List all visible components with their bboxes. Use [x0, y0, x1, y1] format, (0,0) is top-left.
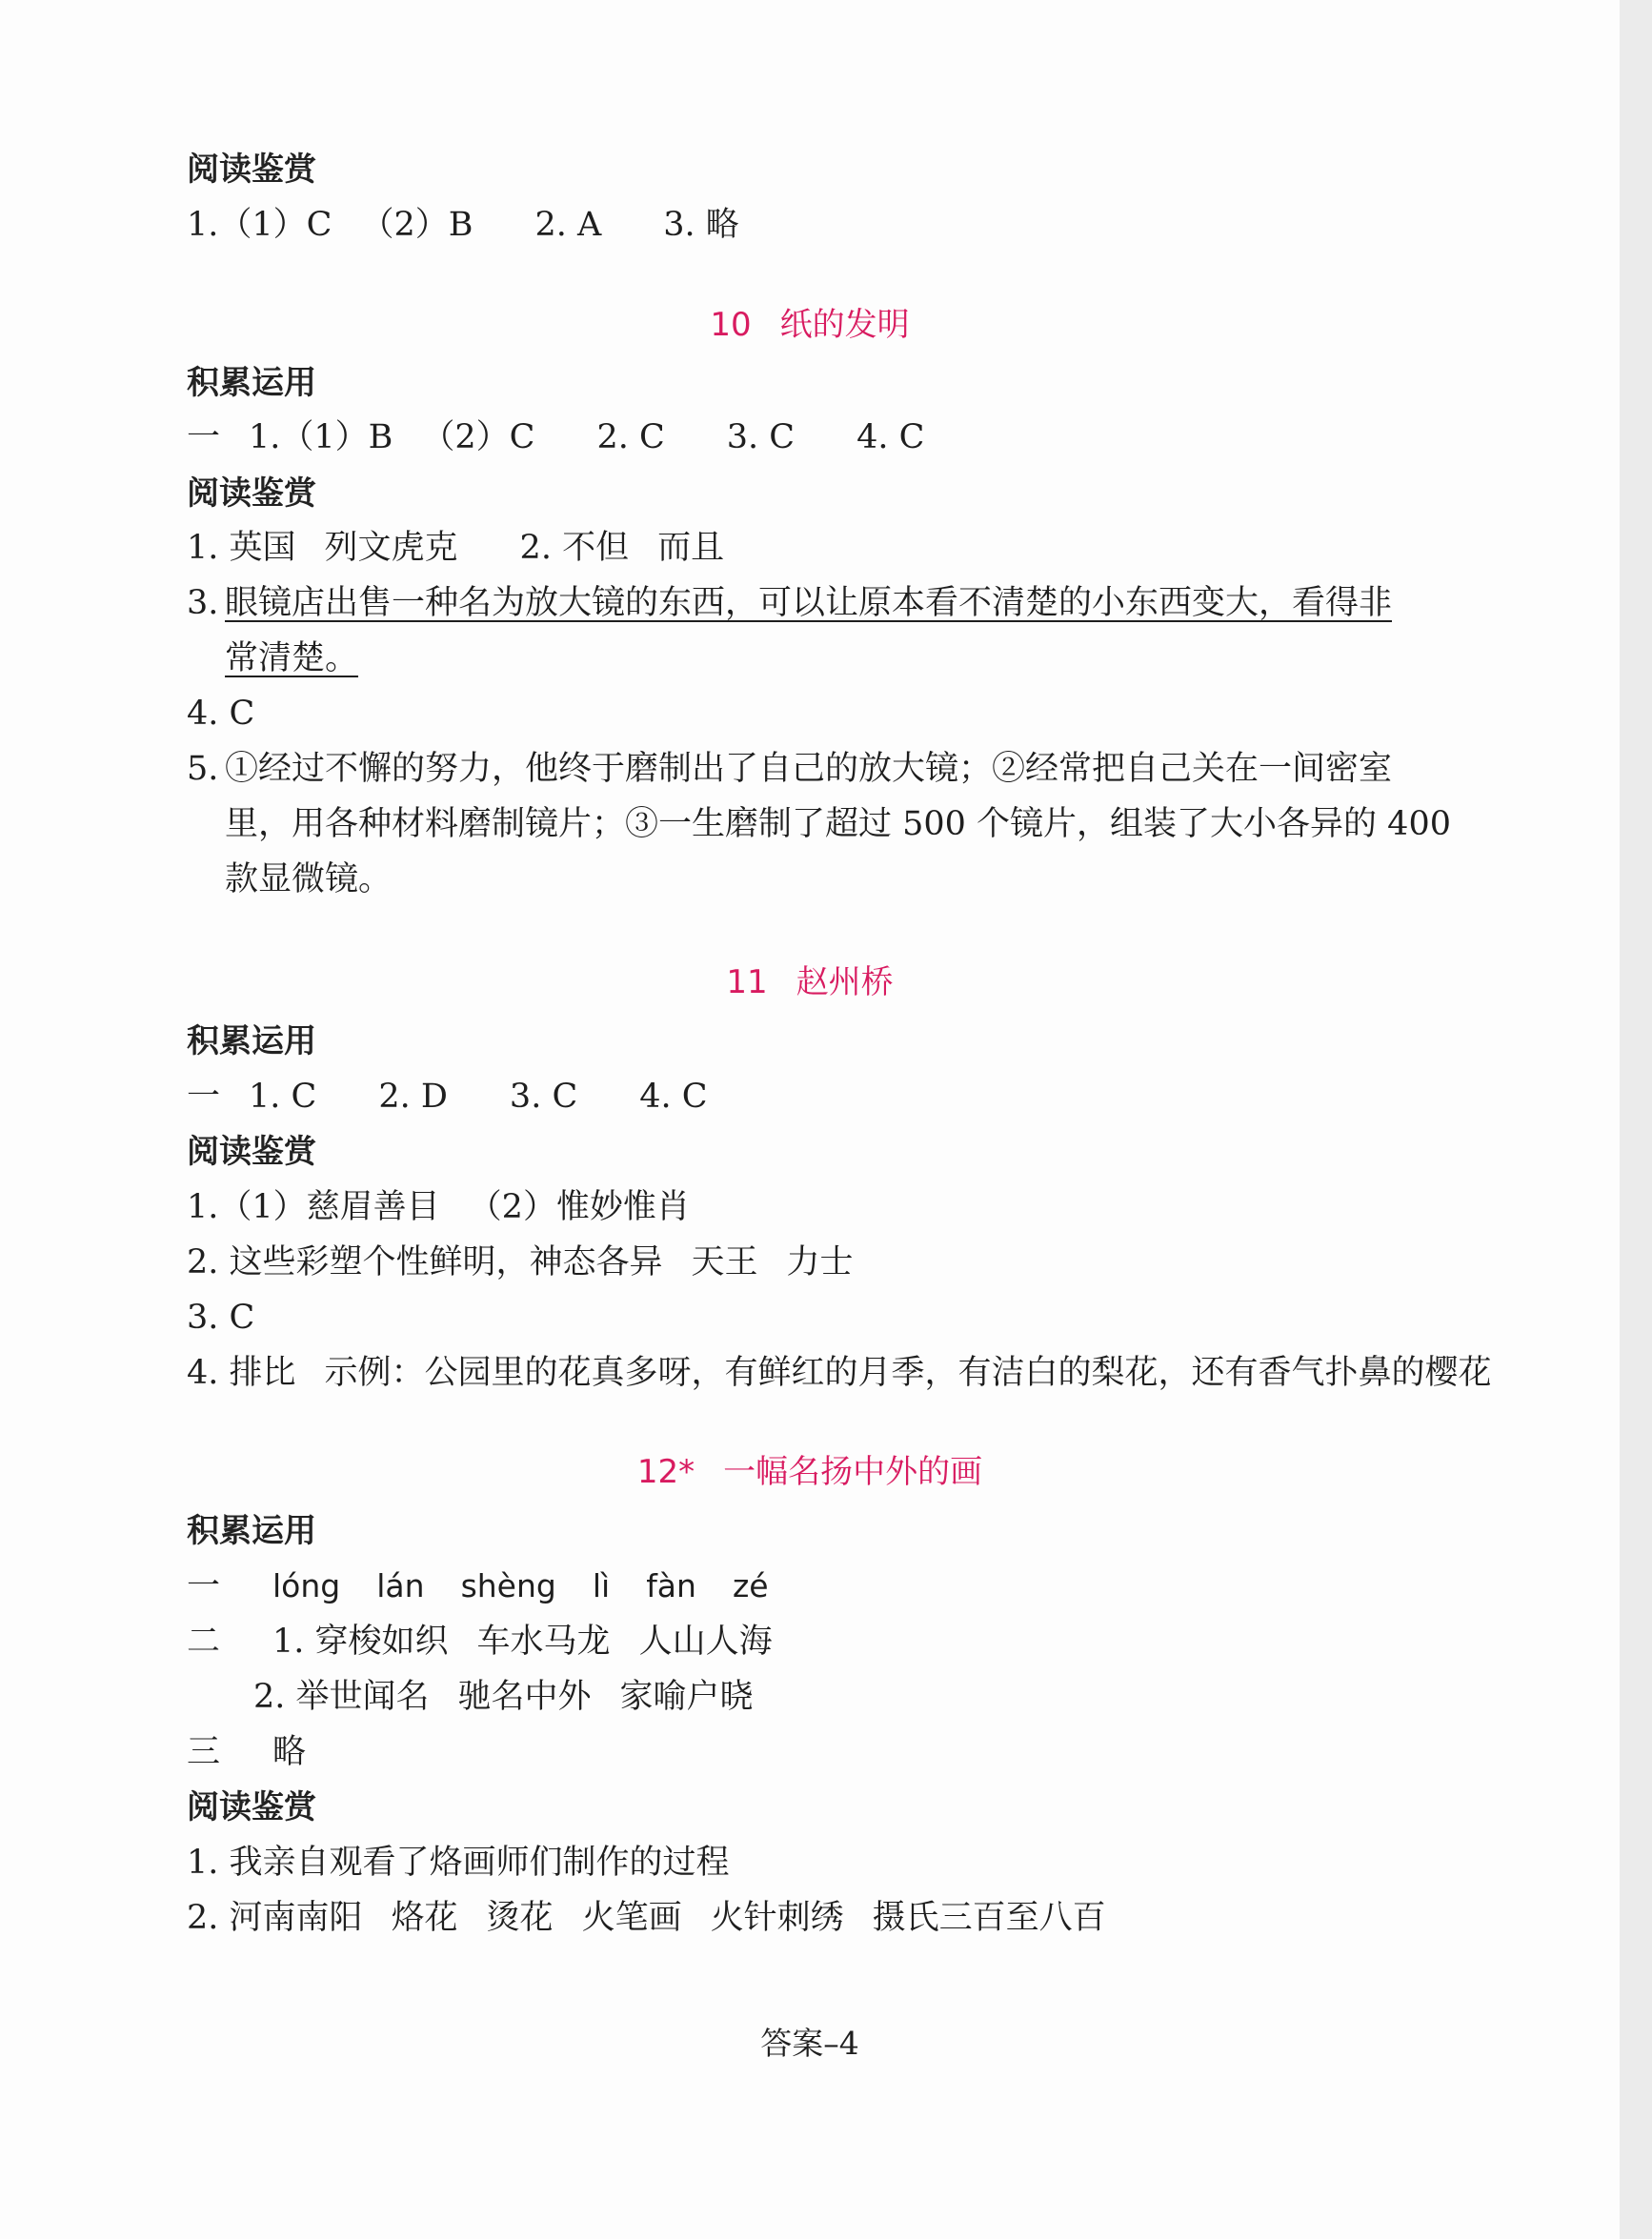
answer-line: 1. 英国 列文虎克 2. 不但 而且: [187, 529, 725, 567]
answer-line: 1. 我亲自观看了烙画师们制作的过程: [187, 1844, 730, 1882]
answer-line: 4. C: [187, 695, 255, 733]
lesson-title-10: 10 纸的发明: [710, 306, 910, 344]
page-number: 答案–4: [760, 2025, 859, 2062]
answer-line: 2. 河南南阳 烙花 烫花 火笔画 火针刺绣 摄氏三百至八百: [187, 1899, 1106, 1937]
answer-line: 5.: [187, 750, 219, 788]
section-heading-reading: 阅读鉴赏: [187, 151, 316, 189]
answer-line: ①经过不懈的努力，他终于磨制出了自己的放大镜；②经常把自己关在一间密室: [225, 750, 1393, 788]
answer-line: 里，用各种材料磨制镜片；③一生磨制了超过 500 个镜片，组装了大小各异的 400: [225, 805, 1451, 843]
underlined-answer: 常清楚。: [225, 639, 359, 677]
answer-line: 二 1. 穿梭如织 车水马龙 人山人海: [187, 1623, 773, 1661]
answer-line: 1.（1）慈眉善目 （2）惟妙惟肖: [187, 1188, 690, 1226]
underlined-answer: 眼镜店出售一种名为放大镜的东西，可以让原本看不清楚的小东西变大，看得非: [225, 584, 1393, 622]
lesson-title-12: 12* 一幅名扬中外的画: [636, 1453, 983, 1491]
pinyin-line: 一 lóng lán shèng lì fàn zé: [187, 1567, 769, 1605]
answer-line: 款显微镜。: [225, 860, 393, 898]
section-heading-accumulate: 积累运用: [187, 364, 316, 402]
answer-line: 一 1.（1）B （2）C 2. C 3. C 4. C: [187, 418, 925, 456]
answer-line: 1.（1）C （2）B 2. A 3. 略: [187, 206, 739, 244]
answer-line: 3. C: [187, 1299, 255, 1337]
answer-line: 3.: [187, 584, 219, 622]
section-heading-accumulate: 积累运用: [187, 1512, 316, 1550]
lesson-title-11: 11 赵州桥: [726, 963, 894, 1001]
section-heading-reading: 阅读鉴赏: [187, 474, 316, 513]
answer-line: 一 1. C 2. D 3. C 4. C: [187, 1078, 708, 1116]
section-heading-reading: 阅读鉴赏: [187, 1133, 316, 1171]
section-heading-accumulate: 积累运用: [187, 1022, 316, 1060]
answer-line: 2. 这些彩塑个性鲜明，神态各异 天王 力士: [187, 1243, 854, 1281]
answer-line: 2. 举世闻名 驰名中外 家喻户晓: [253, 1678, 754, 1716]
answer-line: 4. 排比 示例：公园里的花真多呀，有鲜红的月季，有洁白的梨花，还有香气扑鼻的樱花: [187, 1354, 1492, 1392]
answer-line: 三 略: [187, 1733, 307, 1771]
section-heading-reading: 阅读鉴赏: [187, 1788, 316, 1826]
